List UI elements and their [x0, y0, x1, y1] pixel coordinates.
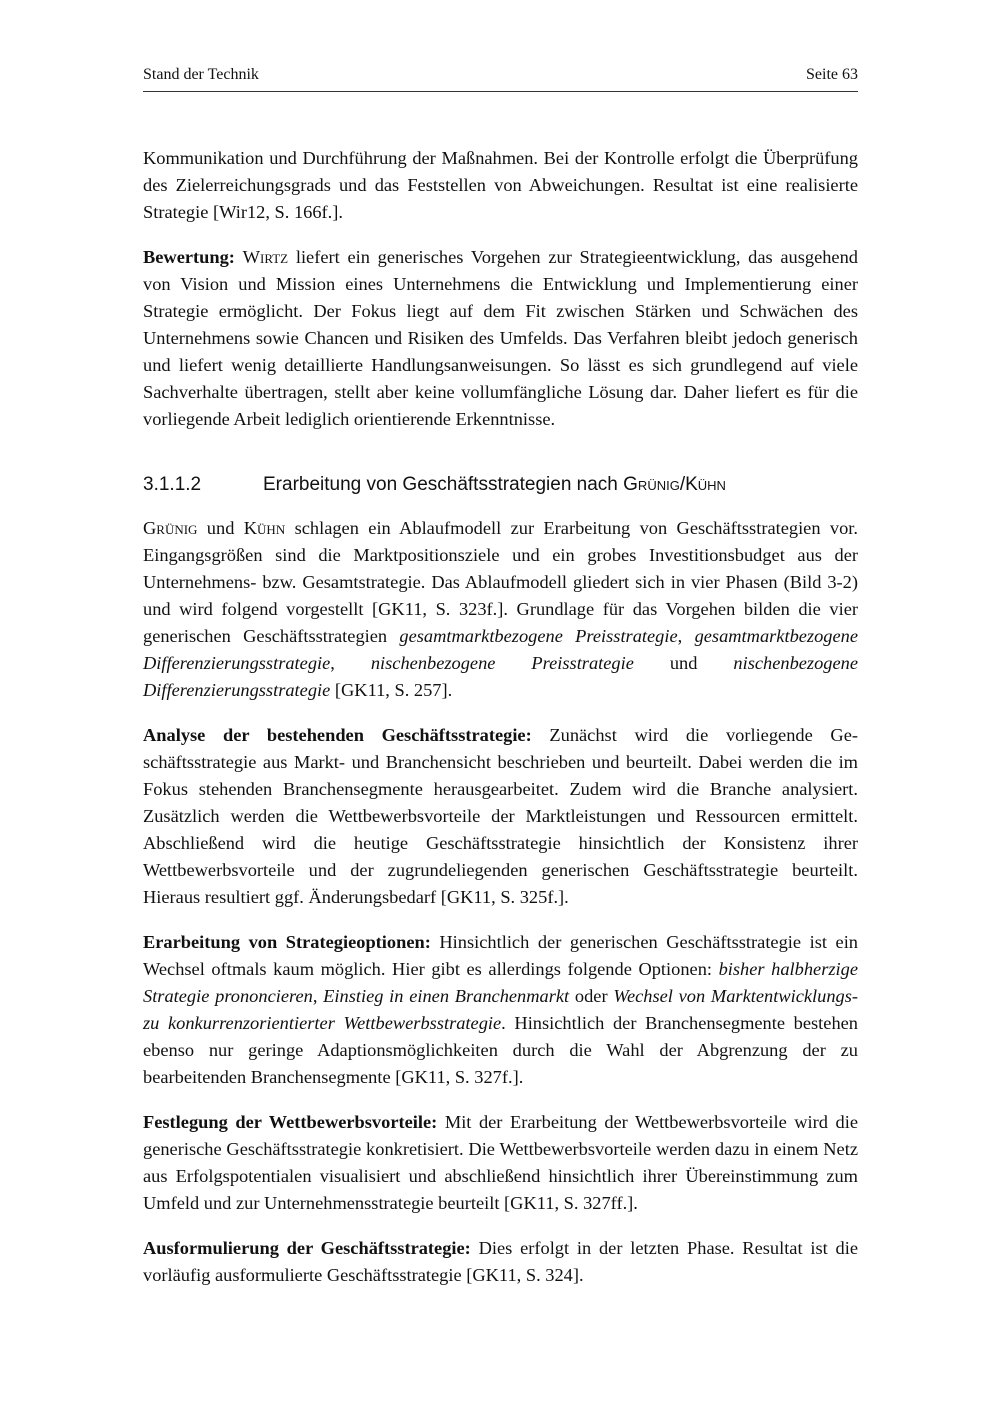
separator: , [330, 653, 371, 673]
intro-text-2: [GK11, S. 257]. [330, 680, 453, 700]
formulation-label: Ausformulierung der Geschäftsstrategie: [143, 1238, 471, 1258]
paragraph-advantages [143, 1109, 858, 1217]
paragraph-intro [143, 515, 858, 704]
running-title: Stand der Technik [143, 66, 259, 83]
paragraph-options [143, 929, 858, 1091]
strategy-2: gesamtmarktbezogene Differenzierungsstrategie [143, 626, 858, 673]
header-rule [143, 91, 858, 92]
paragraph-formulation [143, 1235, 858, 1289]
section-title [263, 471, 726, 498]
paragraph-analysis [143, 722, 858, 911]
separator: , [677, 626, 695, 646]
body-text [143, 145, 858, 1307]
author-kuehn: Kühn [243, 518, 286, 538]
section-number: 3.1.1.2 [143, 474, 202, 495]
options-label: Erarbeitung von Strategieoptionen: [143, 932, 431, 952]
strategy-3: nischenbezogene Preisstrategie [370, 653, 634, 673]
analysis-label: Analyse der bestehenden Geschäftsstrategie: [143, 725, 532, 745]
section-heading [143, 471, 858, 498]
options-text-2: . Hinsichtlich der Branchensegmente bestehen ebenso nur geringe Adaptionsmöglichkeiten durch die Wahl der Abgrenzung der zu bearbeitenden Branchensegmente [GK11, S. 327f.]. [143, 1013, 859, 1087]
option-3: Wechsel von Marktentwicklungs- zu konkurrenzorientierter Wettbewerbsstrategie [143, 986, 858, 1033]
separator: und [633, 653, 734, 673]
separator: oder [569, 986, 614, 1006]
formulation-text: Dies erfolgt in der letzten Phase. Resultat ist die vorläufig ausformulierte Geschäftsstrategie [GK11, S. 324]. [143, 1238, 858, 1285]
section-title-prefix: Erarbeitung von Geschäftsstrategien nach [263, 474, 624, 495]
analysis-text: Zunächst wird die vorliegende Geschäftsstrategie aus Markt- und Branchensicht beschrieben und beurteilt. Dabei werden die im Fokus stehenden Branchensegmente herausgearbeitet. Zudem wird die Branche analysiert. Zusätzlich werden die Wettbewerbsvorteile der Marktleistungen und Ressourcen ermittelt. Abschließend wird die heutige Geschäftsstrategie hinsichtlich der Konsistenz ihrer Wettbewerbsvorteile und der zugrundeliegenden generischen Geschäftsstrategie beurteilt. Hieraus resultiert ggf. Änderungsbedarf [GK11, S. 325f.]. [143, 725, 858, 907]
paragraph-1: Kommunikation und Durchführung der Maßnahmen. Bei der Kontrolle erfolgt die Überprüfung des Zielerreichungsgrads und das Feststellen von Abweichungen. Resultat ist eine realisierte Strategie [Wir12, S. 166f.]. [143, 148, 858, 222]
separator: , [312, 986, 324, 1006]
evaluation-text: liefert ein generisches Vorgehen zur Strategieentwicklung, das ausgehend von Vision und Mission eines Unternehmens die Entwicklung und Implementierung einer Strategie ermöglicht. Der Fokus liegt auf dem Fit zwischen Stärken und Schwächen des Unternehmens sowie Chancen und Risiken des Umfelds. Das Verfahren bleibt jedoch generisch und liefert wenig detaillierte Handlungsanweisungen. So lässt es sich grundlegend auf viele Sachverhalte übertragen, stellt aber keine vollumfängliche Lösung dar. Daher liefert es für die vorliegende Arbeit lediglich orientierende Erkenntnisse. [143, 247, 858, 429]
options-text-1: Hinsichtlich der generischen Geschäftsstrategie ist ein Wechsel oftmals kaum möglich. Hier gibt es allerdings folgende Optionen: [143, 932, 858, 979]
strategy-4: nischenbezogene Differenzierungsstrategie [143, 653, 858, 700]
evaluation-label: Bewertung: [143, 247, 235, 267]
conjunction: und [197, 518, 244, 538]
page-number: Seite 63 [806, 66, 858, 83]
advantages-label: Festlegung der Wettbewerbsvorteile: [143, 1112, 438, 1132]
advantages-text: Mit der Erarbeitung der Wettbewerbsvorteile wird die generische Geschäftsstrategie konkretisiert. Die Wettbewerbsvorteile werden dazu in einem Netz aus Erfolgspotentialen visualisiert und abschließend hinsichtlich ihrer Übereinstimmung zum Umfeld und zur Unternehmensstrategie beurteilt [GK11, S. 327ff.]. [143, 1112, 858, 1213]
page-header [143, 66, 858, 84]
intro-text-1: schlagen ein Ablaufmodell zur Erarbeitung von Geschäftsstrategien vor. Eingangsgrößen sind die Marktpositionsziele und ein grobes Investitionsbudget aus der Unternehmens- bzw. Gesamtstrategie. Das Ablaufmodell gliedert sich in vier Phasen (Bild 3-2) und wird folgend vorgestellt [GK11, S. 323f.]. Grundlage für das Vorgehen bilden die vier generischen Geschäftsstrategien [143, 518, 858, 646]
section-title-authors: Grünig/Kühn [623, 474, 726, 495]
paragraph-evaluation [143, 244, 858, 433]
strategy-1: gesamtmarktbezogene Preisstrategie [399, 626, 678, 646]
author-gruenig: Grünig [143, 518, 198, 538]
option-1: bisher halbherzige Strategie prononcieren [143, 959, 858, 1006]
option-2: Einstieg in einen Branchenmarkt [323, 986, 570, 1006]
author-wirtz: Wirtz [242, 247, 289, 267]
